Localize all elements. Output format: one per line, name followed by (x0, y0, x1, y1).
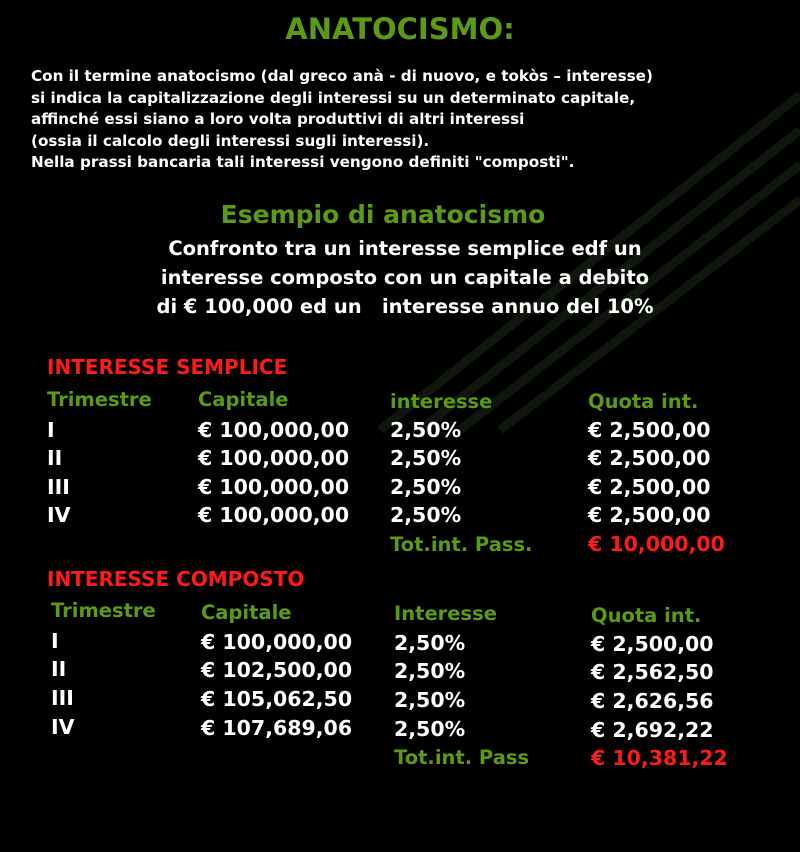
simple-row1-interesse: 2,50% (390, 418, 462, 442)
intro-line: Nella prassi bancaria tali interessi vengono definiti "composti". (31, 153, 575, 171)
simple-row2-capitale: € 100,000,00 (198, 446, 350, 470)
compound-row4-quota: € 2,692,22 (591, 718, 714, 742)
compound-header-interesse: Interesse (394, 602, 497, 625)
compound-row4-capitale: € 107,689,06 (201, 716, 353, 740)
simple-row4-interesse: 2,50% (390, 503, 462, 527)
compound-row1-quota: € 2,500,00 (591, 632, 714, 656)
simple-section-title: INTERESSE SEMPLICE (47, 355, 288, 379)
simple-row2-interesse: 2,50% (390, 446, 462, 470)
simple-header-interesse: interesse (390, 390, 493, 413)
simple-row2-quota: € 2,500,00 (588, 446, 711, 470)
compound-header-quota: Quota int. (591, 604, 702, 627)
intro-line: affinché essi siano a loro volta produttivi di altri interessi (31, 110, 525, 128)
page-title: ANATOCISMO: (285, 12, 515, 46)
compound-row2-quota: € 2,562,50 (591, 660, 714, 684)
compound-section-title: INTERESSE COMPOSTO (47, 567, 305, 591)
compound-total-value: € 10,381,22 (591, 746, 728, 770)
compound-row4-trimestre: IV (51, 715, 75, 739)
simple-row3-quota: € 2,500,00 (588, 475, 711, 499)
example-subtitle-line: interesse composto con un capitale a debito (160, 266, 650, 289)
compound-header-capitale: Capitale (201, 601, 292, 624)
simple-row2-trimestre: II (47, 446, 63, 470)
compound-row2-trimestre: II (51, 657, 67, 681)
intro-line: (ossia il calcolo degli interessi sugli interessi). (31, 131, 430, 150)
example-subtitle-line: Confronto tra un interesse semplice edf un (168, 237, 642, 260)
example-subtitle (0, 234, 800, 321)
compound-row3-capitale: € 105,062,50 (201, 687, 353, 711)
intro-line: si indica la capitalizzazione degli interessi su un determinato capitale, (31, 88, 636, 107)
simple-row1-capitale: € 100,000,00 (198, 418, 350, 442)
simple-total-value: € 10,000,00 (588, 532, 725, 556)
compound-row1-interesse: 2,50% (394, 631, 466, 655)
compound-row3-trimestre: III (51, 686, 74, 710)
compound-row1-capitale: € 100,000,00 (201, 630, 353, 654)
compound-row2-capitale: € 102,500,00 (201, 658, 353, 682)
compound-row2-interesse: 2,50% (394, 659, 466, 683)
simple-row4-trimestre: IV (47, 503, 71, 527)
intro-paragraph (31, 66, 653, 174)
simple-header-quota: Quota int. (588, 390, 699, 413)
example-title: Esempio di anatocismo (220, 200, 546, 229)
simple-row3-interesse: 2,50% (390, 475, 462, 499)
simple-row4-quota: € 2,500,00 (588, 503, 711, 527)
simple-row3-capitale: € 100,000,00 (198, 475, 350, 499)
intro-line: Con il termine anatocismo (dal greco anà - di nuovo, e tokòs – interesse) (31, 67, 653, 85)
compound-total-label: Tot.int. Pass (394, 746, 530, 769)
compound-row1-trimestre: I (51, 629, 59, 653)
compound-row3-quota: € 2,626,56 (591, 689, 714, 713)
simple-header-trimestre: Trimestre (47, 388, 152, 411)
simple-total-label: Tot.int. Pass. (390, 533, 533, 556)
compound-row4-interesse: 2,50% (394, 717, 466, 741)
simple-row1-quota: € 2,500,00 (588, 418, 711, 442)
simple-row3-trimestre: III (47, 475, 70, 499)
example-subtitle-line: di € 100,000 ed un interesse annuo del 10% (156, 295, 654, 318)
simple-row1-trimestre: I (47, 418, 55, 442)
compound-row3-interesse: 2,50% (394, 688, 466, 712)
compound-header-trimestre: Trimestre (51, 599, 156, 622)
simple-row4-capitale: € 100,000,00 (198, 503, 350, 527)
simple-header-capitale: Capitale (198, 388, 289, 411)
